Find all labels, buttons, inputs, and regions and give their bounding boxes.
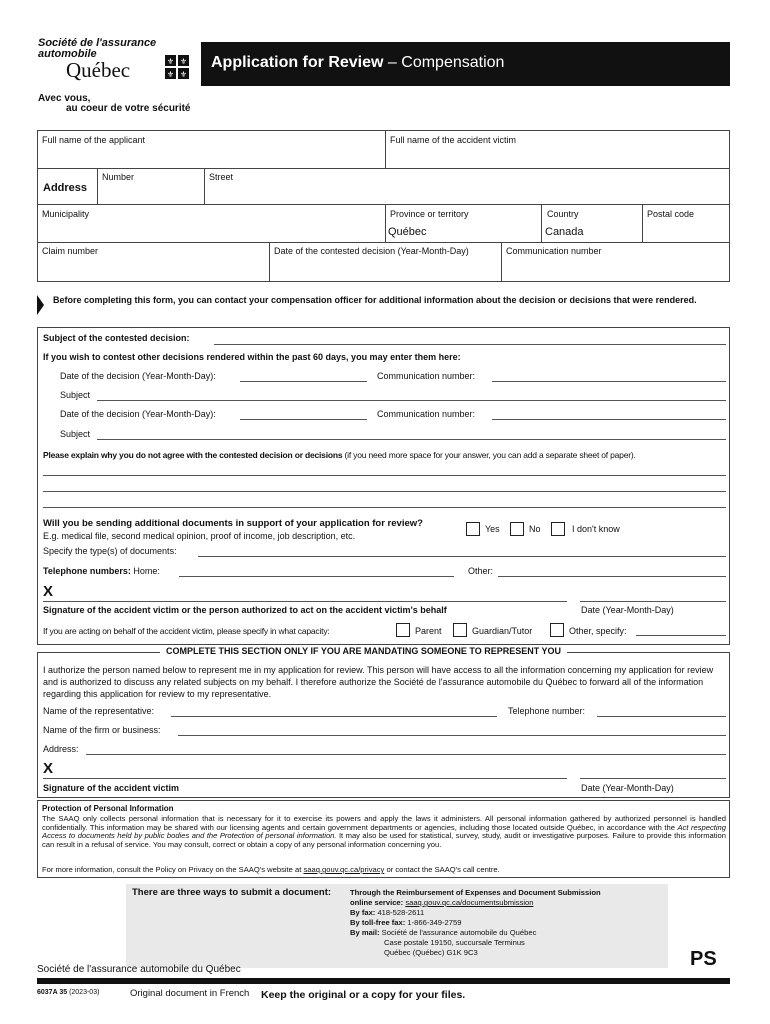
capacity-other-checkbox[interactable] [550,623,564,637]
rep-name-field[interactable] [171,716,497,717]
street-label: Street [209,172,234,182]
privacy-body [42,815,726,849]
capacity-guardian-checkbox[interactable] [453,623,467,637]
phone-label [43,566,160,576]
quebec-wordmark: Québec [66,58,131,82]
rep-address-label: Address: [43,744,79,754]
signature-label: Signature of the accident victim or the person authorized to act on the accident victim's behalf [43,605,447,615]
tagline-line2: au coeur de votre sécurité [66,103,191,114]
rep-phone-label: Telephone number: [508,706,586,716]
docs-dont-know-checkbox[interactable] [551,522,565,536]
victim-field[interactable] [386,146,729,167]
submit-tollfree: 1-866-349-2759 [407,918,462,927]
claim-label: Claim number [42,246,99,256]
address-label: Address [43,182,88,194]
number-field[interactable] [98,183,203,203]
subject-contested-field[interactable] [214,344,726,345]
title-bold: Application for Review [211,54,384,71]
street-field[interactable] [205,183,729,203]
svg-text:⚜: ⚜ [179,57,188,66]
org-name-line2: automobile [38,48,97,60]
postal-label: Postal code [647,209,695,219]
docs-question: Will you be sending additional documents in support of your application for review? [43,518,423,529]
municipality-label: Municipality [42,209,90,219]
privacy-policy-pre: For more information, consult the Policy on Privacy on the SAAQ's website at [42,865,304,874]
phone-home-field[interactable] [179,576,454,577]
doc-types-label: Specify the type(s) of documents: [43,546,177,556]
title-banner [201,42,730,86]
explain-rest: (if you need more space for your answer, you can add a separate sheet of paper). [342,450,636,460]
submit-mail2: Case postale 19150, succursale Terminus [384,938,525,947]
capacity-label: If you are acting on behalf of the accident victim, please specify in what capacity: [43,626,330,636]
applicant-label: Full name of the applicant [42,135,146,145]
docs-yes-label: Yes [485,524,500,534]
country-label: Country [547,209,579,219]
submit-online-label: online service: [350,898,404,907]
number-label: Number [102,172,135,182]
explain-line-2[interactable] [43,491,726,492]
explain-bold: Please explain why you do not agree with the contested decision or decisions [43,450,343,460]
mandate-signature-label: Signature of the accident victim [43,783,180,793]
capacity-guardian-label: Guardian/Tutor [472,626,533,636]
phone-other-field[interactable] [498,576,726,577]
privacy-title: Protection of Personal Information [42,804,174,813]
submit-tollfree-label: By toll-free fax: [350,918,406,927]
capacity-parent-checkbox[interactable] [396,623,410,637]
mandate-signature-field[interactable] [43,778,567,779]
phone-label-bold: Telephone numbers: [43,566,131,576]
privacy-body-pre: The SAAQ only collects personal information that is necessary for it to exercise its powers and apply the laws it administers. All personal information gathered by authorized personnel is handled confidentially. This information may be shared with our licensing agents and certain government departments or agencies, including those located outside Québec, in accordance with the [42,814,726,832]
doc-types-field[interactable] [198,556,726,557]
explain-line-1[interactable] [43,475,726,476]
notice-arrow-icon [37,295,44,315]
province-label: Province or territory [390,209,469,219]
firm-label: Name of the firm or business: [43,725,161,735]
notice-text: Before completing this form, you can contact your compensation officer for additional information about the decision or decisions that were rendered. [53,295,697,305]
decision2-comm-field[interactable] [492,419,726,420]
decision1-date-label: Date of the decision (Year-Month-Day): [60,371,216,381]
privacy-policy-link[interactable]: saaq.gouv.qc.ca/privacy [303,865,385,874]
footer-original: Original document in French [130,988,250,999]
svg-text:⚜: ⚜ [179,70,188,79]
capacity-other-field[interactable] [636,635,726,636]
decision1-comm-field[interactable] [492,381,726,382]
submit-service: Through the Reimbursement of Expenses and Document Submission [350,888,601,897]
docs-no-label: No [529,524,541,534]
decision2-subject-label: Subject [60,429,91,439]
decision1-comm-label: Communication number: [377,371,476,381]
signature-date-field[interactable] [580,601,726,602]
submit-online-link[interactable]: saaq.gouv.qc.ca/documentsubmission [405,898,534,907]
decision-date-field[interactable] [270,258,500,281]
decision1-date-field[interactable] [240,381,367,382]
country-value[interactable]: Canada [545,226,584,238]
quebec-flag-logo [165,55,189,79]
decision1-subject-label: Subject [60,390,91,400]
docs-yes-checkbox[interactable] [466,522,480,536]
mandate-date-label: Date (Year-Month-Day) [581,783,674,793]
submit-fax-label: By fax: [350,908,376,917]
decision2-date-field[interactable] [240,419,367,420]
docs-no-checkbox[interactable] [510,522,524,536]
mandate-heading: COMPLETE THIS SECTION ONLY IF YOU ARE MANDATING SOMEONE TO REPRESENT YOU [160,646,567,656]
other-decisions-label: If you wish to contest other decisions rendered within the past 60 days, you may enter them here: [43,352,461,362]
rep-phone-field[interactable] [597,716,726,717]
decision2-comm-label: Communication number: [377,409,476,419]
submit-ways: There are three ways to submit a document: [132,887,332,898]
submit-details [350,888,601,958]
signature-date-label: Date (Year-Month-Day) [581,605,674,615]
decision2-subject-field[interactable] [97,439,726,440]
footer-org: Société de l'assurance automobile du Québec [37,964,241,975]
tagline-line1: Avec vous, [38,93,91,104]
docs-example: E.g. medical file, second medical opinion, proof of income, job description, etc. [43,531,356,541]
municipality-field[interactable] [38,220,384,241]
explain-label [43,450,636,460]
decision1-subject-field[interactable] [97,400,726,401]
capacity-parent-label: Parent [415,626,442,636]
privacy-policy-post: or contact the SAAQ's call centre. [384,865,500,874]
footer-form-code [37,989,99,996]
decision2-date-label: Date of the decision (Year-Month-Day): [60,409,216,419]
submit-fax: 418-528-2611 [377,908,425,917]
decision-date-label: Date of the contested decision (Year-Month-Day) [274,246,469,256]
mandate-text: I authorize the person named below to represent me in my application for review. This person will have access to all the information concerning my application for review and is authorized to discuss any related subjects on my behalf. I therefore authorize the Société de l'assurance automobile du Québec to forward all of the information regarding this application for review to my representative. [43,665,714,699]
mandate-x-mark: X [43,760,54,777]
footer-ps: PS [690,948,717,970]
rep-address-field[interactable] [86,754,726,755]
phone-home-label: Home: [130,566,160,576]
org-name-line1: Société de l'assurance [38,37,157,49]
docs-dont-know-label: I don't know [572,524,620,534]
signature-x-mark: X [43,583,54,600]
applicant-field[interactable] [38,146,384,167]
footer-code: 6037A 35 [37,989,68,996]
province-value[interactable]: Québec [388,226,427,238]
mandate-date-field[interactable] [580,778,726,779]
victim-label: Full name of the accident victim [390,135,517,145]
footer-rule [37,978,730,984]
submit-mail1: Société de l'assurance automobile du Québec [381,928,537,937]
footer-date: (2023-03) [69,989,100,996]
signature-field[interactable] [43,601,567,602]
capacity-other-label: Other, specify: [569,626,627,636]
postal-field[interactable] [643,220,729,241]
privacy-body-italic: Act respecting Access to documents held by public bodies and the Protection of personal information. [42,822,726,841]
explain-line-3[interactable] [43,507,726,508]
svg-text:⚜: ⚜ [166,70,175,79]
title-rest: – Compensation [387,54,505,71]
subject-contested-label: Subject of the contested decision: [43,333,190,343]
communication-field[interactable] [502,258,729,281]
submit-mail3: Québec (Québec) G1K 9C3 [384,948,478,957]
firm-field[interactable] [178,735,726,736]
rep-name-label: Name of the representative: [43,706,155,716]
communication-label: Communication number [506,246,602,256]
submit-mail-label: By mail: [350,928,380,937]
privacy-body-post: It may also be used for statistical, survey, study, audit or investigative purposes. Failure to provide this information can result in a refusal of service. You may consult, correct or obtain a copy of any personal information concerning you. [42,831,726,849]
svg-text:⚜: ⚜ [166,57,175,66]
privacy-policy [42,865,500,874]
footer-keep: Keep the original or a copy for your files. [261,989,466,1001]
phone-other-label: Other: [468,566,494,576]
claim-field[interactable] [38,258,268,281]
